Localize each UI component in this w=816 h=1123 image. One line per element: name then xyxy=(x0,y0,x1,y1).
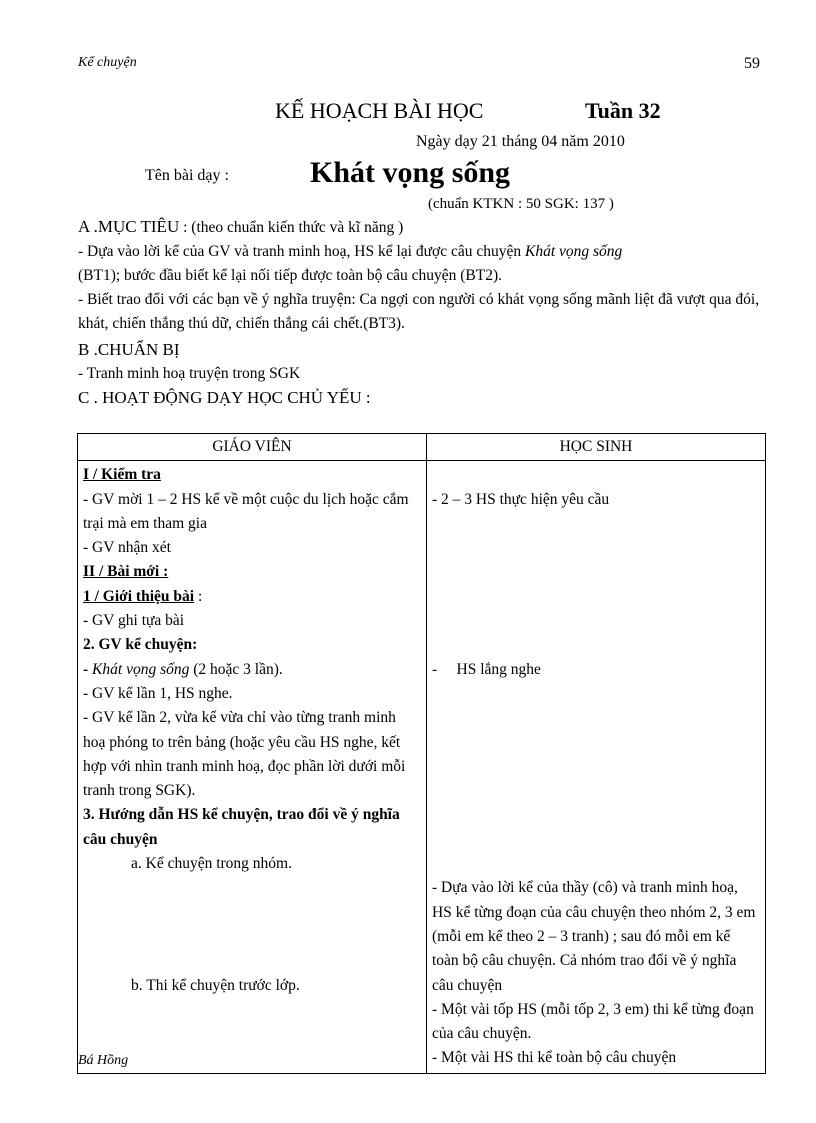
part-2b-heading: 2. GV kể chuyện: xyxy=(83,636,198,654)
teacher-step: a. Kể chuyện trong nhóm. xyxy=(131,855,292,873)
teacher-step: - GV kể lần 1, HS nghe. xyxy=(83,684,233,702)
student-step: - 2 – 3 HS thực hiện yêu cầu xyxy=(432,490,610,508)
student-step: - HS lắng nghe xyxy=(432,660,541,678)
teacher-column-header: GIÁO VIÊN xyxy=(78,434,427,461)
teacher-step: - GV ghi tựa bài xyxy=(83,612,185,630)
student-step: - Một vài tốp HS (mỗi tốp 2, 3 em) thi kể từng đoạn của câu chuyện. xyxy=(432,1000,754,1043)
lesson-activities-table xyxy=(77,433,766,1074)
story-title-italic: Khát vọng sống xyxy=(524,243,623,260)
objectives-section xyxy=(78,215,768,410)
part-2a-heading: 1 / Giới thiệu bài xyxy=(83,587,195,605)
preparation-item: - Tranh minh hoạ truyện trong SGK xyxy=(78,365,301,382)
page-number: 59 xyxy=(744,55,760,72)
story-title-italic: Khát vọng sống xyxy=(92,660,190,678)
teacher-column xyxy=(78,461,427,1073)
standard-reference: (chuẩn KTKN : 50 SGK: 137 ) xyxy=(428,196,614,212)
objective-1 xyxy=(78,240,768,288)
page-title: KẾ HOẠCH BÀI HỌC xyxy=(275,98,484,123)
lesson-label: Tên bài dạy : xyxy=(145,167,229,184)
student-step: - Một vài HS thi kể toàn bộ câu chuyện xyxy=(432,1049,677,1067)
section-a-note: : (theo chuẩn kiến thức và kĩ năng ) xyxy=(179,219,404,236)
table-body-row xyxy=(78,461,766,1073)
lesson-name: Khát vọng sống xyxy=(310,156,511,189)
section-c-heading: C . HOẠT ĐỘNG DẠY HỌC CHỦ YẾU : xyxy=(78,388,371,407)
dash: - xyxy=(83,660,93,678)
objective-1-text: - Dựa vào lời kể của GV và tranh minh hoạ, HS kể lại được câu chuyện xyxy=(78,243,525,260)
teacher-step: - GV nhận xét xyxy=(83,539,171,557)
table-header-row xyxy=(78,434,766,461)
part-3-heading: 3. Hướng dẫn HS kể chuyện, trao đổi về ý nghĩa câu chuyện xyxy=(83,806,400,848)
week-label: Tuần 32 xyxy=(585,98,661,123)
section-a-heading: A .MỤC TIÊU xyxy=(78,217,180,236)
student-column xyxy=(427,461,766,1073)
section-a-heading-line xyxy=(78,215,768,240)
section-b-heading: B .CHUẨN BỊ xyxy=(78,340,180,359)
teacher-step: b. Thi kể chuyện trước lớp. xyxy=(131,976,300,994)
student-column-header: HỌC SINH xyxy=(427,434,766,461)
student-step: - Dựa vào lời kể của thầy (cô) và tranh minh hoạ, HS kể từng đoạn của câu chuyện theo nhóm 2, 3 em (mỗi em kể theo 2 – 3 tranh) ; sau đó mỗi em kể toàn bộ câu chuyện. Cả nhóm trao đổi về ý nghĩa câu chuyện xyxy=(432,879,756,994)
part-2-heading: II / Bài mới : xyxy=(83,563,169,581)
teaching-date: Ngày dạy 21 tháng 04 năm 2010 xyxy=(416,133,625,150)
teacher-step: - GV mời 1 – 2 HS kể về một cuộc du lịch hoặc cắm trại mà em tham gia xyxy=(83,490,409,532)
teacher-step xyxy=(83,658,421,682)
part-2a-line xyxy=(83,585,421,609)
objective-2: - Biết trao đổi với các bạn về ý nghĩa truyện: Ca ngợi con người có khát vọng sống mãnh liệt đã vượt qua đói, khát, chiến thắng thú dữ, chiến thắng cái chết.(BT3). xyxy=(78,291,760,332)
objective-1-cont: (BT1); bước đầu biết kể lại nối tiếp được toàn bộ câu chuyện (BT2). xyxy=(78,267,503,284)
teacher-step: - GV kể lần 2, vừa kể vừa chỉ vào từng tranh minh hoạ phóng to trên bảng (hoặc yêu cầu HS nghe, kết hợp với nhìn tranh minh hoạ, đọc phần lời dưới mỗi tranh trong SGK). xyxy=(83,709,406,800)
header-subject: Kể chuyện xyxy=(78,55,137,70)
story-times: (2 hoặc 3 lần). xyxy=(189,660,283,678)
part-1-heading: I / Kiểm tra xyxy=(83,466,161,484)
footer-author: Bá Hồng xyxy=(78,1053,129,1068)
part-2a-colon: : xyxy=(194,587,203,605)
